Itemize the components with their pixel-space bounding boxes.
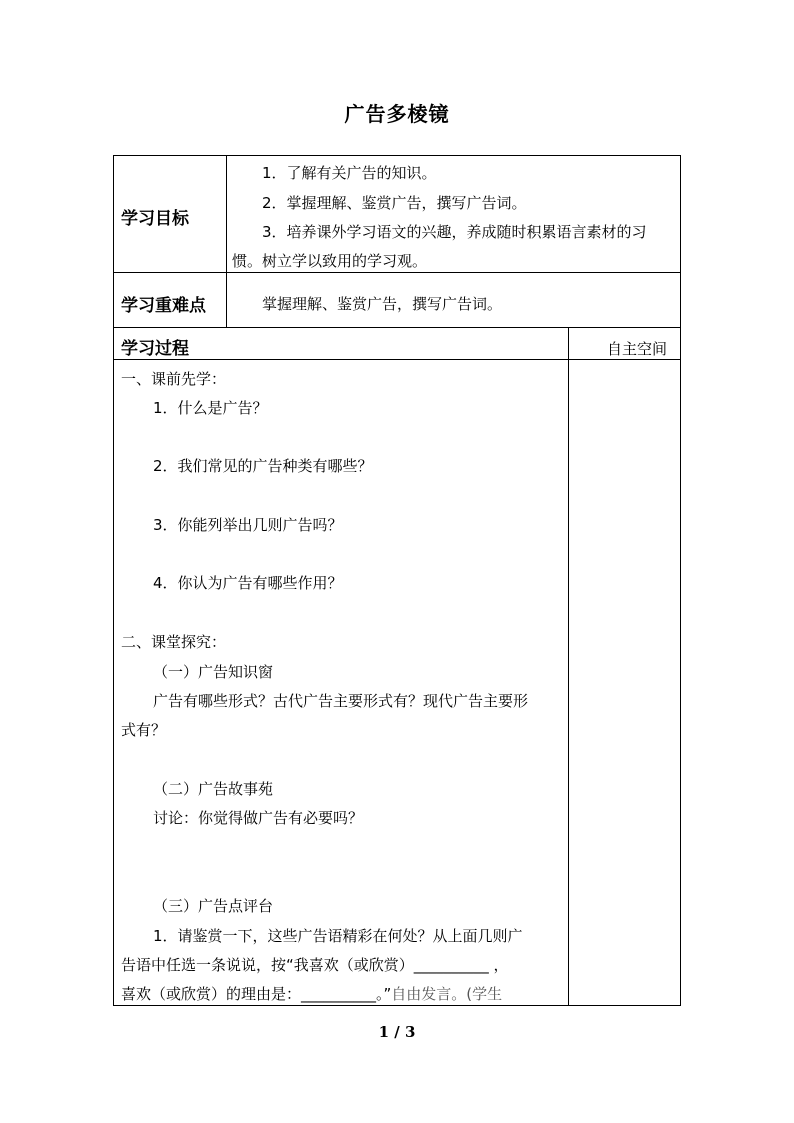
objectives-label: 学习目标 bbox=[121, 209, 189, 229]
section-text bbox=[121, 983, 502, 1004]
difficulty-label: 学习重难点 bbox=[121, 296, 206, 316]
section-text: 讨论：你觉得做广告有必要吗？ bbox=[153, 809, 364, 827]
pre-study-heading: 一、课前先学： bbox=[121, 370, 227, 388]
section-title: （三）广告点评台 bbox=[153, 897, 274, 915]
section-title: （二）广告故事苑 bbox=[153, 780, 274, 798]
pre-study-question: 4．你认为广告有哪些作用？ bbox=[153, 574, 343, 592]
row-divider bbox=[113, 359, 681, 360]
label-column-divider bbox=[226, 155, 227, 327]
section-text: 广告有哪些形式？古代广告主要形式有？现代广告主要形 bbox=[153, 692, 529, 710]
section-text: 告语中任选一条说说，按“我喜欢（或欣赏）__________ ， bbox=[121, 956, 509, 974]
fill-in-sentence: 喜欢（或欣赏）的理由是：__________。” bbox=[121, 985, 392, 1003]
pre-study-question: 1．什么是广告？ bbox=[153, 399, 268, 417]
objective-item: 1．了解有关广告的知识。 bbox=[262, 164, 437, 182]
pre-study-question: 2．我们常见的广告种类有哪些？ bbox=[153, 457, 373, 475]
objective-item: 2．掌握理解、鉴赏广告，撰写广告词。 bbox=[262, 194, 527, 212]
section-text: 1．请鉴赏一下，这些广告语精彩在何处？从上面几则广 bbox=[153, 927, 523, 945]
side-space-label: 自主空间 bbox=[607, 340, 668, 358]
objective-item: 惯。树立学以致用的学习观。 bbox=[232, 252, 428, 270]
pre-study-question: 3．你能列举出几则广告吗？ bbox=[153, 516, 343, 534]
objective-item: 3．培养课外学习语文的兴趣，养成随时积累语言素材的习 bbox=[262, 223, 647, 241]
page-number: 1 / 3 bbox=[378, 1023, 416, 1041]
process-label: 学习过程 bbox=[121, 339, 189, 359]
difficulty-text: 掌握理解、鉴赏广告，撰写广告词。 bbox=[262, 295, 503, 313]
side-column-divider bbox=[568, 327, 569, 1006]
inquiry-heading: 二、课堂探究： bbox=[121, 633, 227, 651]
section-text: 式有？ bbox=[121, 721, 167, 739]
teacher-note: 自由发言。(学生 bbox=[391, 985, 503, 1003]
document-title: 广告多棱镜 bbox=[344, 102, 450, 126]
row-divider bbox=[113, 272, 681, 273]
row-divider bbox=[113, 327, 681, 328]
section-title: （一）广告知识窗 bbox=[153, 663, 274, 681]
